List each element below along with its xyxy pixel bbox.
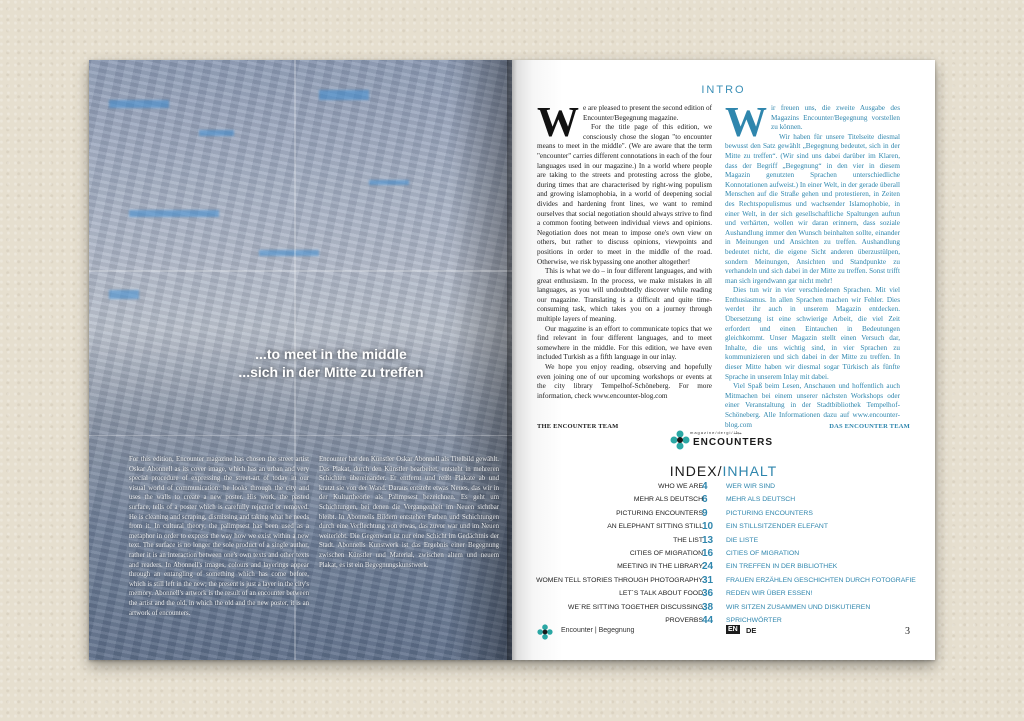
logo-flower-icon [670,430,690,450]
paint-streak [319,90,369,100]
encounters-logo [670,430,773,450]
intro-en-text: e are pleased to present the second edition of Encounter/Begegnung magazine. [583,104,712,122]
paper-crease [89,435,512,436]
index-page-number: 38 [702,601,714,613]
paint-streak [129,210,219,217]
caption-line-en: ...to meet in the middle [255,346,407,362]
index-row[interactable] [512,561,935,574]
index-entry-de: MEHR ALS DEUTSCH [726,496,796,504]
footer-magazine-name: Encounter | Begegnung [561,627,635,634]
index-page-number: 9 [702,507,708,519]
index-page-number: 44 [702,614,714,626]
intro-en-paragraph: This is what we do – in four different languages, and with great enthusiasm. In the process, we make mistakes in all languages, as you will undoubtedly discover while reading our magazine. Translating is a difficult and quite time-consuming task, which takes you on a journey through multiple layers of meaning. [537,267,712,324]
book-spine-shadow [507,60,517,660]
footer-logo-icon [537,624,553,640]
index-entry-de: CITIES OF MIGRATION [726,549,800,557]
index-row[interactable] [512,548,935,561]
index-row[interactable] [512,481,935,494]
intro-de-paragraph: Dies tun wir in vier verschiedenen Sprachen. Mit viel Enthusiasmus. In allen Sprachen machen wir Fehler. Dies werdet ihr auch in unserem Magazin entdecken. Übersetzung ist eine schwierige Arbeit, die viel Zeit erfordert und einen Eintauchen in Bedeutungen gleichkommt. Unser Magazin stellt einen Versuch dar, Inhalte, die uns wichtig sind, in vier Sprachen zu kommunizieren und sich dabei in der Mitte zu treffen. In dieser Mitte haben wir diesmal sogar Türkisch als fünfte Sprache in unserem Inlay mit dabei. [725,286,900,381]
index-row[interactable] [512,588,935,601]
paint-streak [109,100,169,108]
photo-description [129,455,499,618]
index-page-number: 4 [702,481,708,492]
index-entry-en: PROVERBS [665,616,703,624]
index-entry-en: MEHR ALS DEUTSCH [633,496,703,504]
index-title [512,463,935,479]
magazine-spread [89,60,935,660]
index-entry-de: EIN TREFFEN IN DER BIBLIOTHEK [726,563,838,571]
paint-streak [109,290,139,299]
index-page-number: 31 [702,574,714,586]
intro-heading: INTRO [701,84,746,96]
index-row[interactable] [512,494,935,507]
paint-streak [199,130,234,136]
index-entry-en: PICTURING ENCOUNTERS [616,509,703,517]
index-entry-de: FRAUEN ERZÄHLEN GESCHICHTEN DURCH FOTOGRAFIE [726,576,916,584]
intro-en-paragraph: For the title page of this edition, we consciously chose the slogan "to encounter means to meet in the middle". (We are aware that the term "encounter" carries different connotations in each of the four languages used in our magazine.) In a world where people are taking to the streets and protesting across the globe, during times that are characterised by right-wing populism and growing islamophobia, in a world of deepening social divides and hardening front lines, we want to remind ourselves that social negotiation should always strive to find a common footing between individual views and opinions. Negotiation does not mean to impose one's own view on others, but rather to discuss opinions, viewpoints and positions in order to meet in the middle of the road. Otherwise, we risk bypassing one another altogether! [537,123,712,266]
intro-column-de [725,100,900,430]
photo-description-de: Encounter hat den Künstler Oskar Abonnell als Titelbild gewählt. Das Plakat, durch den Künstler bearbeitet, entsteht in mehreren Schichten übereinander. Er entfernt und reißt Plakate ab und kratzt sie von der Wand. Daraus entsteht etwas Neues, das wir in der Kulturtheorie als Palimpsest bezeichnen. Es geht um Schichtungen, bei denen die Vergangenheit im Neuen sichtbar bleibt. In Abonnells Bildern entstehen Farben und Schichtungen durch eine Verflechtung von etwas, das zuvor war und im Neuen weiterlebt. Die Gegenwart ist nur eine Schicht im Gedächtnis der Stadt. Abonnells Kunstwerk ist das Ergebnis einer Begegnung zwischen Künstler und Material, zwischen altem und neuem Plakat, es ist ein Begegnungskunstwerk. [319,456,499,569]
team-signature-en: THE ENCOUNTER TEAM [537,423,619,430]
index-title-de: INHALT [722,463,778,479]
index-entry-de: WER WIR SIND [726,483,776,490]
index-title-slash: / [717,463,723,479]
index-page-number: 6 [702,494,708,506]
index-entry-de: DIE LISTE [726,536,759,544]
index-entry-en: WHO WE ARE [658,483,703,490]
intro-en-paragraph: Our magazine is an effort to communicate topics that we find relevant in four different languages, and to meet somewhere in the middle. For this edition, we have even included Turkish as a fifth language in our inlay. [537,324,712,362]
dropcap-de: W [725,100,767,146]
intro-page [512,60,935,660]
index-entry-de: WIR SITZEN ZUSAMMEN UND DISKUTIEREN [726,603,871,611]
index-row[interactable] [512,521,935,534]
language-tag-de: DE [746,626,757,635]
index-page-number: 16 [702,547,714,559]
index-entry-de: SPRICHWÖRTER [726,616,782,624]
page-footer [537,624,910,640]
cover-caption [211,345,451,381]
index-entry-de: PICTURING ENCOUNTERS [726,509,813,517]
intro-en-paragraph: We hope you enjoy reading, observing and hopefully even joining one of our upcoming workshops or events at the city library Tempelhof-Schöneberg. For more information, check www.encounter-blog.com [537,363,712,400]
intro-column-en [537,100,712,401]
index-list [512,481,935,628]
index-entry-en: THE LIST [673,536,703,544]
cover-photo-page [89,60,512,660]
intro-de-paragraph: Viel Spaß beim Lesen, Anschauen und hoffentlich auch Mitmachen bei einem unserer nächsten Workshops oder einer Veranstaltung in der Stadtbibliothek Tempelhof-Schöneberg. Alle Informationen dazu auf www.encounter-blog.com [725,382,900,429]
team-signature-de: DAS ENCOUNTER TEAM [829,423,910,430]
index-entry-en: WE´RE SITTING TOGETHER DISCUSSING [568,603,703,611]
index-entry-de: REDEN WIR ÜBER ESSEN! [726,590,813,598]
photo-description-en: For this edition, Encounter magazine has chosen the street artist Oskar Abonnell as its cover image, which has an urban and very special procedure of expressing the street-art of today in our visual world of communication: he looks through the city and uses the walls to create a new poster. His work, the pasted surface, tells of a poster which is carefully rejected or removed. He is cleaning and scraping, dismissing and taking what he needs from it. In cultural theory, the palimpsest has been used as a metaphor in order to express the way how we exist within a new text. The surface is no longer the sole product of a single author, rather it is an interaction between one's own texts and other texts and readers. In Abonnell's images, colours and layerings appear through an entangling of something which has come before, which is still left in the new; the present is just a layer in the city's memory. Abonnell's artwork is the result of an encounter between the artist and the old, in which the old and the new poster, it is an artwork of encounters. [129,456,309,617]
index-entry-en: AN ELEPHANT SITTING STILL [607,523,703,531]
logo-wordmark: ENCOUNTERS [693,436,774,448]
intro-de-paragraph [725,100,900,146]
intro-de-text: ir freuen uns, die zweite Ausgabe des Magazins Encounter/Begegnung vorstellen zu können. [771,104,900,132]
index-entry-de: EIN STILLSITZENDER ELEFANT [726,523,828,531]
index-page-number: 36 [702,588,714,600]
caption-line-de: ...sich in der Mitte zu treffen [238,364,424,380]
index-title-en: INDEX [669,463,718,479]
intro-en-paragraph [537,100,712,146]
index-entry-en: WOMEN TELL STORIES THROUGH PHOTOGRAPHY [536,576,703,584]
dropcap-en: W [537,100,579,146]
paper-crease [89,270,512,272]
paint-streak [259,250,319,256]
logo-tagline: magazine/dergi/مجلة [690,430,742,435]
index-entry-en: CITIES OF MIGRATION [629,549,703,557]
index-row[interactable] [512,575,935,588]
index-entry-en: MEETING IN THE LIBRARY [617,563,703,571]
paint-streak [369,180,409,185]
index-row[interactable] [512,535,935,548]
index-page-number: 24 [702,561,714,573]
index-row[interactable] [512,508,935,521]
intro-de-paragraph: Wir haben für unsere Titelseite diesmal bewusst den Satz gewählt „Begegnung bedeutet, sich in der Mitte zu treffen“. (Wir sind uns dabei darüber im Klaren, dass der Begriff „Begegnung“ in den vier in diesem Magazin genutzten Sprachen unterschiedliche Konnotationen aufweist.) In einer Welt, in der gerade überall Menschen auf die Straße gehen und protestieren, in Zeiten des Rechtspopulismus und wachsender Islamophobie, in einer Welt, in der sich gesellschaftliche Spaltungen auftun und verhärten, wollen wir daran erinnern, dass soziale Aushandlung immer den Wunsch beinhalten sollte, einander in Meinungen und Ansichten zu treffen. Aushandlung bedeutet nicht, die eigene Sicht anderen überzustülpen, sondern Meinungen, Ansichten und Standpunkte zu verhandeln und sich dabei in der Mitte zu treffen. Sonst trifft man sich irgendwann gar nicht mehr! [725,132,900,285]
index-page-number: 10 [702,521,714,533]
index-entry-en: LET´S TALK ABOUT FOOD [619,590,703,598]
index-page-number: 13 [702,534,714,546]
page-number: 3 [905,626,910,637]
index-row[interactable] [512,602,935,615]
language-tag-en: EN [728,626,738,633]
